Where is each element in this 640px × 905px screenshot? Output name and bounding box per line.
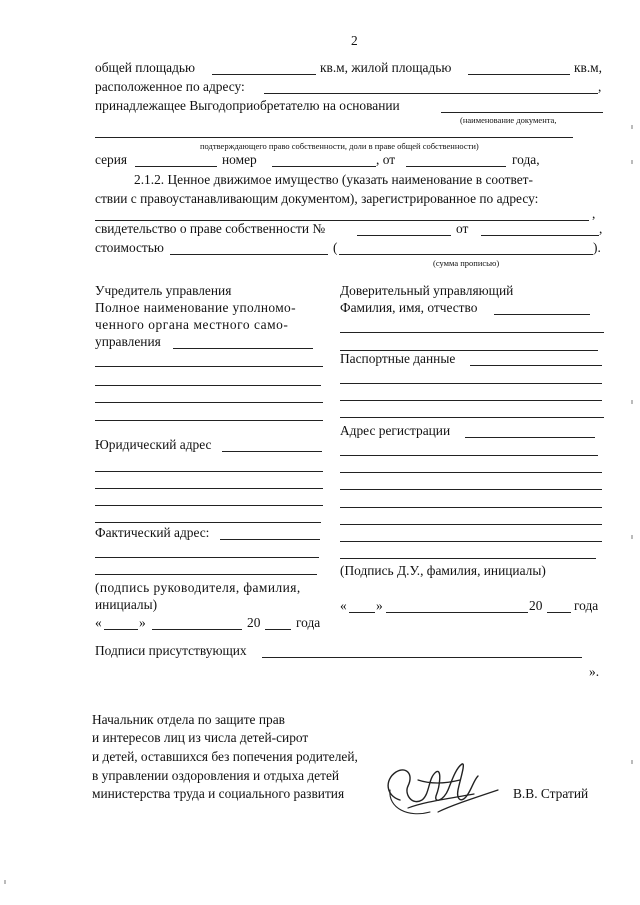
registration-field-5[interactable] [340, 507, 602, 508]
trustee-day-field[interactable] [349, 612, 375, 613]
punct: « [340, 598, 347, 613]
passport-field-4[interactable] [340, 417, 604, 418]
legal-address-field-3[interactable] [95, 488, 323, 489]
founder-line-3: управления [95, 334, 161, 349]
number-label: номер [222, 152, 257, 167]
founder-day-field[interactable] [104, 629, 138, 630]
scan-mark [631, 125, 633, 129]
area-total-field[interactable] [212, 74, 316, 75]
punct: » [139, 615, 146, 630]
trustee-fio-field[interactable] [494, 314, 590, 315]
date-field[interactable] [406, 166, 506, 167]
cost-words-field[interactable] [339, 254, 593, 255]
legal-address-label: Юридический адрес [95, 437, 212, 452]
legal-address-field-5[interactable] [95, 522, 321, 523]
legal-address-field[interactable] [222, 451, 322, 452]
signatory-line-2: и интересов лиц из числа детей-сирот [92, 730, 309, 745]
punct: » [376, 598, 383, 613]
attendees-field-2[interactable] [95, 681, 589, 682]
handwritten-signature [378, 750, 506, 822]
registration-label: Адрес регистрации [340, 423, 451, 438]
actual-address-field[interactable] [220, 539, 320, 540]
passport-label: Паспортные данные [340, 351, 456, 366]
scan-mark [631, 400, 633, 404]
punct: ). [593, 240, 601, 255]
punct: ( [333, 240, 338, 255]
page-number: 2 [351, 33, 358, 48]
trustee-title: Доверительный управляющий [340, 283, 514, 298]
authority-name-field-2[interactable] [95, 366, 323, 367]
founder-month-field[interactable] [152, 629, 242, 630]
punct: , [598, 79, 602, 94]
passport-field-3[interactable] [340, 400, 602, 401]
signatory-line-4: в управлении оздоровления и отдыха детей [92, 768, 340, 783]
actual-address-field-3[interactable] [95, 574, 317, 575]
cost-field[interactable] [170, 254, 328, 255]
founder-year-prefix: 20 [247, 615, 261, 630]
signatory-line-5: министерства труда и социального развития [92, 786, 345, 801]
registration-field-4[interactable] [340, 489, 602, 490]
scan-mark [631, 760, 633, 764]
legal-address-field-2[interactable] [95, 471, 323, 472]
trustee-year-prefix: 20 [529, 598, 543, 613]
passport-field-2[interactable] [340, 383, 602, 384]
doc-hint-1: (наименование документа, [460, 115, 557, 125]
founder-sign-hint-2: инициалы) [95, 597, 158, 612]
registration-field-8[interactable] [340, 558, 596, 559]
registration-field[interactable] [465, 437, 595, 438]
founder-line-1: Полное наименование уполномо- [95, 300, 296, 315]
certificate-label: свидетельство о праве собственности № [95, 221, 326, 236]
signatory-line-1: Начальник отдела по защите прав [92, 712, 285, 727]
trustee-fio-label: Фамилия, имя, отчество [340, 300, 478, 315]
founder-title: Учредитель управления [95, 283, 232, 298]
legal-address-field-4[interactable] [95, 505, 323, 506]
trustee-year-field[interactable] [547, 612, 571, 613]
authority-name-field-5[interactable] [95, 420, 323, 421]
authority-name-field-4[interactable] [95, 402, 323, 403]
ownership-doc-field[interactable] [95, 137, 573, 138]
founder-sign-hint-1: (подпись руководителя, фамилия, [95, 580, 301, 595]
number-field[interactable] [272, 166, 376, 167]
actual-address-label: Фактический адрес: [95, 525, 210, 540]
located-label: расположенное по адресу: [95, 79, 245, 94]
living-area-field[interactable] [468, 74, 570, 75]
area-unit-label: кв.м, жилой площадью [320, 60, 452, 75]
year-label: года, [512, 152, 540, 167]
authority-name-field-3[interactable] [95, 385, 321, 386]
founder-line-2: ченного органа местного само- [95, 317, 289, 332]
registration-field-6[interactable] [340, 524, 602, 525]
actual-address-field-2[interactable] [95, 557, 319, 558]
trustee-year-label: года [574, 598, 599, 613]
trustee-month-field[interactable] [386, 612, 528, 613]
signatory-name: В.В. Стратий [513, 786, 589, 801]
movable-property-line-1: 2.1.2. Ценное движимое имущество (указать наименование в соответ- [134, 172, 533, 187]
movable-property-line-2: ствии с правоустанавливающим документом), зарегистрированное по адресу: [95, 191, 539, 206]
signatory-line-3: и детей, оставшихся без попечения родителей, [92, 749, 358, 764]
owned-basis-label: принадлежащее Выгодоприобретателю на основании [95, 98, 400, 113]
attendees-end: ». [589, 664, 600, 679]
area-total-label: общей площадью [95, 60, 195, 75]
attendees-field[interactable] [262, 657, 582, 658]
sum-hint: (сумма прописью) [433, 258, 500, 268]
certificate-date-field[interactable] [481, 235, 599, 236]
property-address-field[interactable] [264, 93, 598, 94]
certificate-number-field[interactable] [357, 235, 451, 236]
area-unit-label-2: кв.м, [574, 60, 602, 75]
punct: , [599, 221, 603, 236]
series-field[interactable] [135, 166, 217, 167]
scan-mark [4, 880, 6, 884]
scan-mark [631, 535, 633, 539]
registration-field-3[interactable] [340, 472, 602, 473]
founder-year-field[interactable] [265, 629, 291, 630]
passport-field[interactable] [470, 365, 602, 366]
series-label: серия [95, 152, 128, 167]
punct: , [592, 206, 596, 221]
authority-name-field[interactable] [173, 348, 313, 349]
from-label: , от [376, 152, 396, 167]
trustee-sign-hint: (Подпись Д.У., фамилия, инициалы) [340, 563, 546, 578]
scan-mark [631, 160, 633, 164]
trustee-fio-field-2[interactable] [340, 332, 604, 333]
certificate-from-label: от [456, 221, 469, 236]
ownership-basis-field[interactable] [441, 112, 603, 113]
founder-year-label: года [296, 615, 321, 630]
cost-label: стоимостью [95, 240, 164, 255]
punct: « [95, 615, 102, 630]
registration-field-2[interactable] [340, 455, 598, 456]
doc-hint-2: подтверждающего право собственности, доли в праве общей собственности) [200, 141, 479, 151]
attendees-label: Подписи присутствующих [95, 643, 247, 658]
registration-field-7[interactable] [340, 541, 602, 542]
